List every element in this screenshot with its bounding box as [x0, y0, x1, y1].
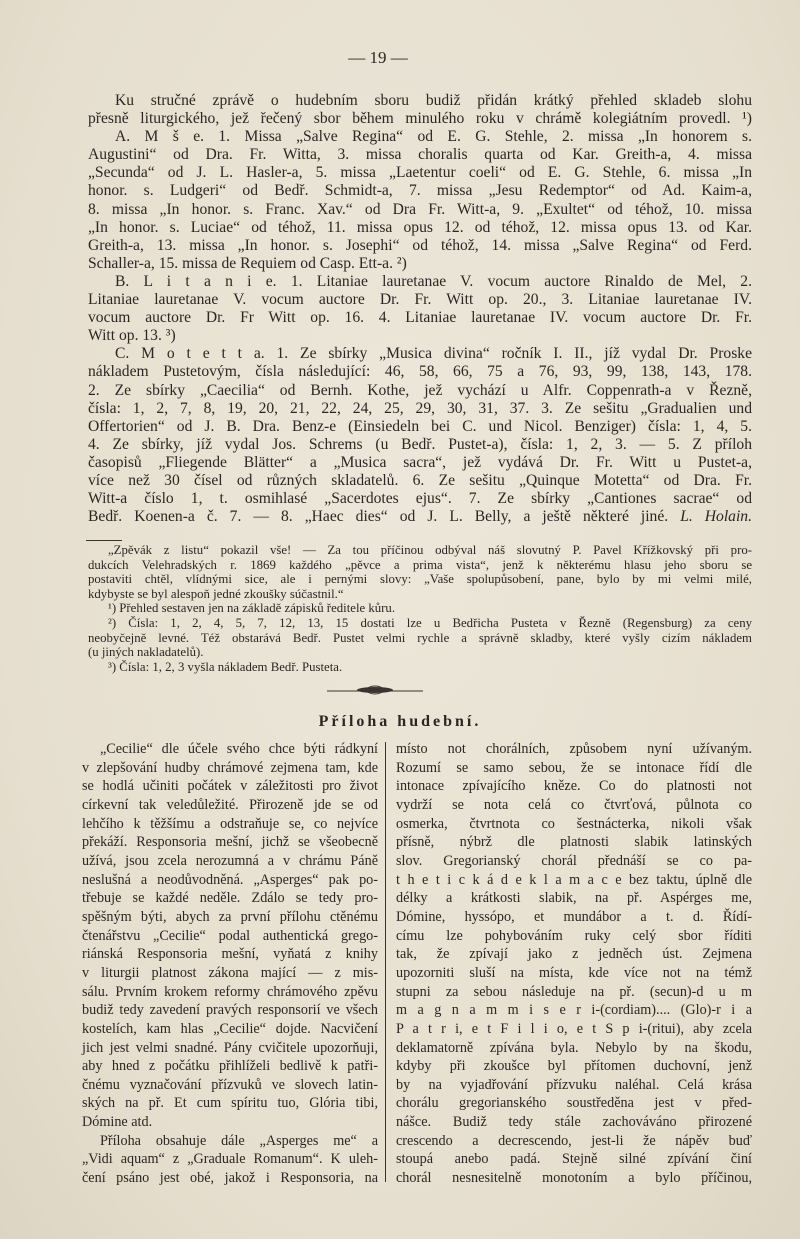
text-line [82, 1001, 378, 1020]
text-line [88, 219, 752, 237]
text-line [396, 1039, 752, 1058]
text-line [88, 110, 752, 128]
author-signature: L. Holain. [680, 508, 753, 526]
line-text: címu lze pohybováním ruky celý sbor říditi [396, 927, 752, 944]
text-line [88, 490, 752, 508]
line-text: spěšným býti, abych za první přílohu ctěnému [82, 908, 378, 925]
text-line [88, 558, 752, 573]
line-text: aby hned z počátku přihlíželi bedlivě k patři- [82, 1058, 378, 1075]
line-text: Witt op. 13. ³) [88, 327, 176, 345]
text-line [82, 1169, 378, 1188]
line-text: Rozumí se samo sebou, že se intonace řídí dle [396, 759, 752, 776]
line-text: „Zpěvák z listu“ pokazil vše! — Za tou příčinou odbýval náš slovutný P. Pavel Křížkovský při pro- [108, 543, 752, 557]
page-number: — 19 — [348, 48, 408, 67]
text-line [396, 759, 752, 778]
line-text: kdyby při zkoušce byl přítomen duchovní, jenž [396, 1058, 752, 1075]
text-line [396, 833, 752, 852]
text-line [396, 796, 752, 815]
supplement-left-column [82, 740, 378, 1188]
text-line [88, 327, 752, 345]
text-line [396, 1150, 752, 1169]
line-text: m a g n a m m i s e r i-(cordiam).... (Glo)-r i a [396, 1002, 752, 1019]
line-text: stupni za sebou následuje na př. (secun)-d u m [396, 983, 752, 1000]
text-line [396, 740, 752, 759]
text-line [88, 363, 752, 381]
text-line [82, 964, 378, 983]
text-line [396, 964, 752, 983]
text-line [82, 759, 378, 778]
text-line [82, 1113, 378, 1132]
text-line [396, 852, 752, 871]
text-line [88, 616, 752, 631]
line-text: v zlepšování hudby chrámové zejmena tam, kde [82, 759, 378, 776]
line-text: intonace zpívajícího kněze. Co do platnosti not [396, 778, 752, 795]
line-text: Dómine atd. [82, 1114, 153, 1131]
text-line [88, 273, 752, 291]
text-line [88, 601, 752, 616]
column-divider [385, 742, 386, 1182]
line-text: se hodlá učiniti počátek v záležitosti pro život [82, 778, 378, 795]
text-line [396, 815, 752, 834]
line-text: (u jiných nakladatelů). [88, 645, 204, 660]
line-text: Příloha obsahuje dále „Asperges me“ a [100, 1132, 378, 1149]
line-text: dukcích Velehradských r. 1869 každého „pěvce a prima vista“, jenž k některému hlasu jeho sboru se [88, 557, 752, 572]
text-line [396, 1001, 752, 1020]
line-text: chorálu gregorianského soustředěna jest v před- [396, 1095, 752, 1112]
line-text: časopisů „Fliegende Blätter“ a „Musica sacra“, jež vydává Dr. Fr. Witt u Pustet-a, [88, 453, 752, 471]
line-text: Greith-a, 13. missa „In honor. s. Josephi“ od téhož, 14. missa „Salve Regina“ od Ferd. [88, 236, 752, 254]
line-text: ²) Čísla: 1, 2, 4, 5, 7, 12, 13, 15 dostati lze u Bedřicha Pusteta v Řezně (Regensburg) za ceny [108, 615, 752, 630]
line-text: Dómine, hyssópo, et mundábor a t. d. Řídí- [396, 908, 752, 925]
text-line [82, 1150, 378, 1169]
line-text: honor. s. Ludgeri“ od Bedř. Schmidt-a, 7. missa „Jesu Redemptor“ od Ad. Kaim-a, [88, 182, 752, 200]
text-line [88, 454, 752, 472]
line-text: více než 30 čísel od různých skladatelů. 6. Ze sešitu „Quinque Motetta“ od Dra. Fr. [88, 471, 752, 489]
line-text: vydrží se nota celá co čtvrťová, půlnota co [396, 796, 752, 813]
text-line [88, 128, 752, 146]
text-line [88, 92, 752, 110]
line-text: ských na př. Et cum spíritu tuo, Glória tibi, [82, 1095, 378, 1112]
text-line [396, 871, 752, 890]
text-line [88, 255, 752, 273]
text-line [82, 833, 378, 852]
text-line [82, 1039, 378, 1058]
line-text: 4. Ze sbírky, jíž vydal Jos. Schrems (u Bedř. Pustet-a), čísla: 1, 2, 3. — 5. Z příloh [88, 435, 752, 453]
line-text: chorál nesnesitelně monotoním a bylo příčinou, [396, 1170, 752, 1187]
text-line [82, 945, 378, 964]
text-line [88, 472, 752, 490]
text-line [396, 777, 752, 796]
line-text: crescendo a decrescendo, jest-li že nápěv buď [396, 1132, 752, 1149]
line-text: délky a krátkosti slabik, na př. Aspérges me, [396, 890, 752, 907]
supplement-right-column [396, 740, 752, 1188]
line-text: vocum auctore Dr. Fr Witt op. 16. 4. Litaniae lauretanae IV. vocum auctore Dr. Fr. [88, 309, 752, 327]
text-line [88, 660, 752, 675]
footnotes-section [88, 543, 752, 674]
text-line [82, 852, 378, 871]
line-text: sálu. Prvním krokem reformy chrámového zpěvu [82, 983, 378, 1000]
text-line [88, 201, 752, 219]
line-text: ³) Čísla: 1, 2, 3 vyšla nákladem Bedř. Pusteta. [108, 659, 343, 674]
report-section [88, 92, 752, 526]
text-line [396, 908, 752, 927]
text-line [82, 1057, 378, 1076]
line-text: přísně, nýbrž dle platnosti slabik latinských [396, 834, 752, 851]
line-text: v liturgii platnost zákona mající — z mis- [82, 964, 378, 981]
footnote-rule [86, 540, 122, 541]
line-text: místo not chorálních, způsobem nyní užívaným. [396, 741, 752, 757]
line-text: P a t r i, e t F i l i o, e t S p i-(ritui), aby zcela [396, 1020, 752, 1037]
line-text: osmerka, čtvrtnota co šestnácterka, nikoli však [396, 815, 752, 832]
text-line [88, 645, 752, 660]
text-line [88, 309, 752, 327]
text-line [88, 587, 752, 602]
line-text: třebuje se každé neděle. Zdálo se tedy pro- [82, 890, 378, 907]
line-text: jich jest velmi snadné. Pány cvičitele upozorňuji, [82, 1039, 378, 1056]
text-line [82, 871, 378, 890]
text-line [88, 164, 752, 182]
text-line [82, 815, 378, 834]
text-line [396, 1094, 752, 1113]
text-line [88, 182, 752, 200]
line-text: 8. missa „In honor. s. Franc. Xav.“ od Dra Fr. Witt-a, 9. „Exultet“ od téhož, 10. missa [88, 200, 752, 218]
line-text: deklamatorně zpívána byla. Nebylo by na škodu, [396, 1039, 752, 1056]
line-text: Litaniae lauretanae V. vocum auctore Dr. Fr. Witt op. 20., 3. Litaniae lauretanae IV. [88, 291, 752, 309]
line-text: čení psáno jest obé, jakož i Responsoria, na [82, 1170, 378, 1187]
text-line [88, 631, 752, 646]
text-line [396, 1113, 752, 1132]
line-text: Augustini“ od Dra. Fr. Witta, 3. missa choralis quarta od Kar. Greith-a, 4. missa [88, 146, 752, 164]
line-text: „Cecilie“ dle účele svého chce býti rádkyní [100, 741, 378, 757]
text-line [396, 983, 752, 1002]
line-text: „In honor. s. Luciae“ od téhož, 11. missa opus 12. od téhož, 12. missa opus 13. od Kar. [88, 218, 752, 236]
line-text: stoupá anebo padá. Stejně silné zpívání činí [396, 1151, 752, 1168]
line-text: Offertorien“ od J. B. Dra. Benz-e (Einsiedeln bei C. und Nicol. Benziger) čísla: 1, 4, 5. [88, 417, 752, 435]
text-line [88, 508, 752, 526]
text-line [88, 146, 752, 164]
line-text: riánská Responsoria mešní, vyňatá z knihy [82, 946, 378, 963]
line-text: Ku stručné zprávě o hudebním sboru budiž přidán krátký přehled skladeb slohu [115, 92, 752, 109]
text-line [82, 908, 378, 927]
ornament-divider [325, 684, 425, 696]
text-line [82, 1020, 378, 1039]
line-text: slov. Gregorianský chorál přednáší se co pa- [396, 852, 752, 869]
text-line [88, 400, 752, 418]
line-text: postaviti chtěl, vlídnými sice, ale i pernými slovy: „Vaše spolupůsobení, pane, bylo by mi velmi milé, [88, 572, 752, 587]
line-text: 2. Ze sbírky „Caecilia“ od Bernh. Kothe, jež vychází u Alfr. Coppenrath-a v Řezně, [88, 381, 752, 399]
line-text: t h e t i c k á d e k l a m a c e bez taktu, úplně dle [396, 871, 752, 888]
text-line [88, 543, 752, 558]
text-line [82, 777, 378, 796]
text-line [88, 572, 752, 587]
line-text: B. L i t a n i e. 1. Litaniae lauretanae V. vocum auctore Rinaldo de Mel, 2. [115, 272, 752, 290]
text-line [396, 889, 752, 908]
line-text: neobyčejně levné. Též obstarává Bedř. Pustet velmi rychle a správně skladby, které vyšly cizím nákladem [88, 630, 752, 645]
line-text: přesně liturgického, jež řečený sbor během minulého roku v chrámě kolegiátním provedl. ¹) [88, 110, 752, 128]
text-line [396, 945, 752, 964]
line-text: kdybyste se byl alespoň jedné zkoušky súčastnil.“ [88, 586, 344, 601]
line-text: „Secunda“ od J. L. Hasler-a, 5. missa „Laetentur coeli“ od E. G. Stehle, 6. missa „In [88, 164, 752, 182]
text-line [88, 237, 752, 255]
text-line [396, 1169, 752, 1188]
text-line [88, 436, 752, 454]
line-text: překáží. Responsoria mešní, jichž se všeobecně [82, 834, 378, 851]
text-line [82, 1076, 378, 1095]
text-line [396, 1076, 752, 1095]
line-text: tak, že zpívají jako z jedněch úst. Zejmena [396, 946, 752, 963]
text-line [82, 889, 378, 908]
line-text: ¹) Přehled sestaven jen na základě zápisků ředitele kůru. [108, 601, 396, 616]
line-text: A. M š e. 1. Missa „Salve Regina“ od E. G. Stehle, 2. missa „In honorem s. [115, 128, 752, 146]
text-line [82, 1094, 378, 1113]
text-line [88, 345, 752, 363]
line-text: by na vyjadřování přízvuku naléhal. Celá krása [396, 1076, 752, 1093]
line-text: nášce. Budiž tedy stále zachováváno přirozené [396, 1114, 752, 1131]
text-line [396, 1057, 752, 1076]
line-text: upozorniti sluší na místa, kde více not na témž [396, 964, 752, 981]
text-line [396, 1132, 752, 1151]
line-text: „Vidi aquam“ z „Graduale Romanum“. K uleh- [82, 1151, 378, 1168]
line-text: Schaller-a, 15. missa de Requiem od Casp. Ett-a. ²) [88, 254, 407, 272]
text-line [82, 796, 378, 815]
line-text: církevní tak veledůležité. Přirozeně jde se od [82, 796, 378, 813]
line-text: čísla: 1, 2, 7, 8, 19, 20, 21, 22, 24, 25, 29, 30, 31, 37. 3. Ze sešitu „Gradualien und [88, 399, 752, 417]
text-line [88, 382, 752, 400]
text-line [82, 927, 378, 946]
line-text: neslušná a neodůvodněná. „Asperges“ pak po- [82, 871, 378, 888]
line-text: Bedř. Koenen-a č. 7. — 8. „Haec dies“ od J. L. Belly, a ještě některé jiné. [88, 508, 669, 526]
text-line [82, 983, 378, 1002]
line-text: kostelích, kam hlas „Cecilie“ dojde. Nacvičení [82, 1020, 378, 1037]
line-text: nákladem Pustetovým, čísla následující: 46, 58, 66, 75 a 76, 93, 99, 138, 143, 178. [88, 363, 752, 381]
text-line [82, 740, 378, 759]
text-line [88, 291, 752, 309]
line-text: C. M o t e t t a. 1. Ze sbírky „Musica divina“ ročník I. II., jíž vydal Dr. Proske [115, 345, 752, 363]
text-line [396, 1020, 752, 1039]
line-text: budiž tedy zavedení pravých responsorií ve všech [82, 1002, 378, 1019]
line-text: čnému vyznačování přízvuků ve slovech latin- [82, 1076, 378, 1093]
text-line [88, 418, 752, 436]
line-text: Witt-a číslo 1, t. osmihlasé „Sacerdotes ejus“. 7. Ze sbírky „Cantiones sacrae“ od [88, 490, 752, 508]
text-line [82, 1132, 378, 1151]
line-text: čtenářstvu „Cecilie“ podal authentická grego- [82, 927, 378, 944]
line-text: lehčího k těžšímu a odstraňuje se, co nejvíce [82, 815, 378, 832]
text-line [396, 927, 752, 946]
line-text: užívá, jsou zcela nerozumná a v chrámu Páně [82, 852, 378, 869]
supplement-heading: Příloha hudební. [318, 713, 482, 730]
